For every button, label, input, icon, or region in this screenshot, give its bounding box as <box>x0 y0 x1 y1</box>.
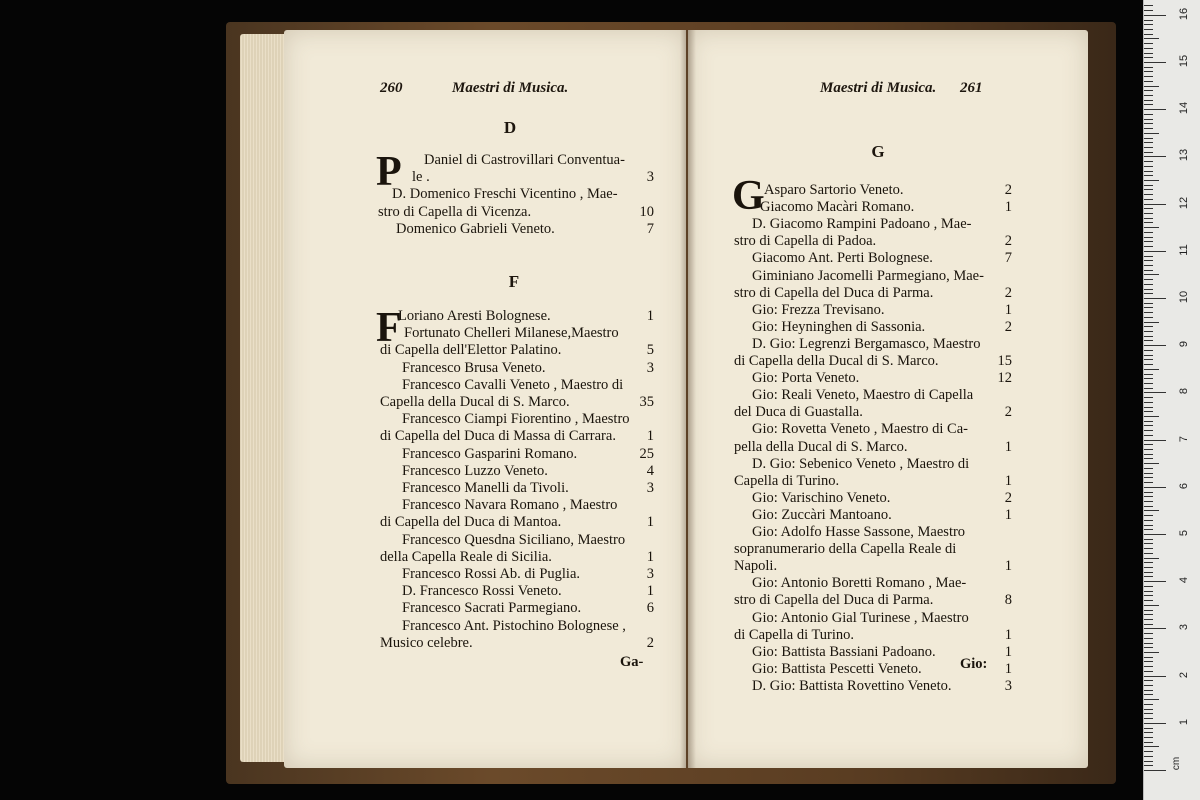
right-page <box>688 30 1088 768</box>
entry-line: Capella della Ducal di S. Marco. <box>380 394 570 410</box>
ruler-tick <box>1144 761 1153 762</box>
entry-count: 1 <box>646 514 654 531</box>
ruler-tick <box>1144 506 1153 507</box>
ruler-number: 14 <box>1178 102 1190 115</box>
ruler-tick <box>1144 510 1159 511</box>
ruler-tick <box>1144 364 1153 365</box>
ruler-tick <box>1144 241 1153 242</box>
ruler-tick <box>1144 454 1153 455</box>
entry-line: Asparo Sartorio Veneto. <box>764 182 904 198</box>
ruler-tick <box>1144 562 1153 563</box>
entry-count: 1 <box>1004 506 1012 523</box>
entry-count: 3 <box>1004 677 1012 694</box>
entry-line: Capella di Turino. <box>734 472 840 489</box>
ruler-tick <box>1144 76 1153 77</box>
ruler-tick <box>1144 109 1166 110</box>
ruler-tick <box>1144 34 1153 35</box>
ruler-tick <box>1144 501 1153 502</box>
entry-line: D. Gio: Legrenzi Bergamasco, Maestro <box>752 335 981 352</box>
ruler-tick <box>1144 133 1159 134</box>
entry-count: 3 <box>646 566 654 582</box>
ruler-tick <box>1144 737 1153 738</box>
ruler-tick <box>1144 435 1153 436</box>
ruler-tick <box>1144 680 1153 681</box>
ruler-tick <box>1144 392 1166 393</box>
entry-count: 1 <box>1004 558 1012 575</box>
entry-count: 1 <box>646 583 654 600</box>
ruler-number: 9 <box>1178 341 1190 348</box>
ruler-tick <box>1144 256 1153 257</box>
ruler-tick <box>1144 463 1159 464</box>
entry-line: D. Francesco Rossi Veneto. <box>402 583 562 600</box>
ruler-tick <box>1144 539 1153 540</box>
ruler-tick <box>1144 62 1166 63</box>
ruler-tick <box>1144 359 1153 360</box>
entry-line: stro di Capella del Duca di Parma. <box>734 284 934 301</box>
ruler-tick <box>1144 260 1153 261</box>
entry-line: stro di Capella di Padoa. <box>734 233 877 250</box>
ruler-tick <box>1144 29 1153 30</box>
ruler-tick <box>1144 473 1153 474</box>
entry-line: Francesco Brusa Veneto. <box>402 359 546 376</box>
ruler-tick <box>1144 5 1153 6</box>
section-letter-g: G <box>871 142 885 161</box>
ruler-tick <box>1144 416 1159 417</box>
ruler-tick <box>1144 123 1153 124</box>
right-page-number: 261 <box>960 80 983 96</box>
entry-line: Francesco Gasparini Romano. <box>402 445 578 462</box>
ruler-tick <box>1144 265 1153 266</box>
ruler-tick <box>1144 166 1153 167</box>
dropcap-p: P <box>376 149 402 195</box>
ruler-tick <box>1144 525 1153 526</box>
entry-count: 1 <box>1004 626 1012 643</box>
ruler-tick <box>1144 293 1153 294</box>
dropcap-f: F <box>376 305 402 351</box>
ruler-tick <box>1144 71 1153 72</box>
entry-line: stro di Capella del Duca di Parma. <box>734 592 934 609</box>
ruler-tick <box>1144 468 1153 469</box>
ruler-tick <box>1144 477 1153 478</box>
ruler-tick <box>1144 345 1166 346</box>
ruler-tick <box>1144 496 1153 497</box>
ruler-tick <box>1144 746 1159 747</box>
ruler-number: 8 <box>1178 388 1190 395</box>
ruler-tick <box>1144 284 1153 285</box>
entry-count: 1 <box>1004 643 1012 660</box>
entry-line: pella della Ducal di S. Marco. <box>734 438 908 455</box>
entry-line: Francesco Ciampi Fiorentino , Maestro <box>402 411 630 428</box>
ruler-tick <box>1144 227 1159 228</box>
ruler-tick <box>1144 86 1159 87</box>
dropcap-g: G <box>732 173 765 219</box>
entry-count: 8 <box>1004 592 1012 609</box>
entry-line: di Capella dell'Elettor Palatino. <box>380 342 562 359</box>
ruler-tick <box>1144 765 1153 766</box>
ruler-tick <box>1144 128 1153 129</box>
ruler-tick <box>1144 732 1153 733</box>
ruler-tick <box>1144 289 1153 290</box>
ruler-tick <box>1144 57 1153 58</box>
entry-count: 12 <box>997 370 1012 387</box>
entry-line: D. Gio: Sebenico Veneto , Maestro di <box>752 455 970 472</box>
entry-line: Gio: Battista Bassiani Padoano. <box>752 643 936 660</box>
ruler-tick <box>1144 138 1153 139</box>
ruler-tick <box>1144 572 1153 573</box>
entry-count: 1 <box>646 548 654 565</box>
ruler-tick <box>1144 340 1153 341</box>
entry-count: 7 <box>1004 250 1012 267</box>
entry-line: Gio: Rovetta Veneto , Maestro di Ca- <box>752 421 968 438</box>
ruler-tick <box>1144 161 1153 162</box>
right-running-head: Maestri di Musica. <box>820 80 937 96</box>
ruler-tick <box>1144 661 1153 662</box>
entry-count: 3 <box>646 169 654 186</box>
ruler-number: 11 <box>1178 244 1190 256</box>
entry-count: 35 <box>639 394 654 410</box>
right-catchword: Gio: <box>960 656 988 672</box>
entry-count: 3 <box>646 359 654 376</box>
entry-count: 25 <box>639 445 654 462</box>
entry-count: 5 <box>646 342 654 359</box>
ruler-tick <box>1144 298 1166 299</box>
ruler-tick <box>1144 633 1153 634</box>
ruler-tick <box>1144 171 1153 172</box>
entry-line: di Capella di Turino. <box>734 626 855 643</box>
entry-line: Gio: Heyninghen di Sassonia. <box>752 318 926 335</box>
entry-line: stro di Capella di Vicenza. <box>378 203 532 220</box>
ruler-tick <box>1144 383 1153 384</box>
ruler-tick <box>1144 199 1153 200</box>
ruler-tick <box>1144 322 1159 323</box>
ruler-tick <box>1144 251 1166 252</box>
entry-count: 10 <box>639 203 654 220</box>
ruler-tick <box>1144 208 1153 209</box>
ruler-tick <box>1144 586 1153 587</box>
ruler-tick <box>1144 600 1153 601</box>
ruler-tick <box>1144 657 1153 658</box>
entry-line: Gio: Reali Veneto, Maestro di Capella <box>752 387 974 404</box>
ruler-tick <box>1144 652 1159 653</box>
ruler-tick <box>1144 614 1153 615</box>
entry-count: 1 <box>1004 301 1012 318</box>
ruler-tick <box>1144 38 1159 39</box>
entry-line: di Capella del Duca di Massa di Carrara. <box>380 428 616 445</box>
ruler-number: 6 <box>1178 482 1190 489</box>
ruler-tick <box>1144 666 1153 667</box>
entry-count: 1 <box>1004 199 1012 216</box>
entry-line: Gio: Varischino Veneto. <box>752 489 891 506</box>
ruler-tick <box>1144 690 1153 691</box>
ruler-tick <box>1144 24 1153 25</box>
ruler-tick <box>1144 458 1153 459</box>
ruler-tick <box>1144 331 1153 332</box>
ruler-tick <box>1144 104 1153 105</box>
ruler-tick <box>1144 378 1153 379</box>
ruler-tick <box>1144 713 1153 714</box>
entry-line: D. Giacomo Rampini Padoano , Mae- <box>752 216 972 233</box>
ruler-tick <box>1144 81 1153 82</box>
ruler-tick <box>1144 694 1153 695</box>
ruler-tick <box>1144 218 1153 219</box>
entry-line: sopranumerario della Capella Reale di <box>734 541 957 558</box>
entry-count: 6 <box>646 600 654 617</box>
ruler-tick <box>1144 20 1153 21</box>
ruler-tick <box>1144 317 1153 318</box>
ruler-tick <box>1144 10 1153 11</box>
entry-line: Francesco Cavalli Veneto , Maestro di <box>402 376 624 393</box>
entry-line: Giminiano Jacomelli Parmegiano, Mae- <box>752 267 984 284</box>
entry-line: Francesco Rossi Ab. di Puglia. <box>402 566 581 582</box>
ruler-number: 3 <box>1178 624 1190 631</box>
ruler-tick <box>1144 270 1153 271</box>
entry-line: Francesco Ant. Pistochino Bolognese , <box>402 617 626 634</box>
ruler-tick <box>1144 742 1153 743</box>
ruler-number: 12 <box>1178 196 1190 209</box>
ruler-tick <box>1144 595 1153 596</box>
entry-count: 2 <box>1004 404 1012 421</box>
ruler-tick <box>1144 307 1153 308</box>
ruler-tick <box>1144 67 1153 68</box>
ruler-tick <box>1144 95 1153 96</box>
ruler-tick <box>1144 388 1153 389</box>
ruler-number: 13 <box>1178 149 1190 162</box>
ruler-tick <box>1144 303 1153 304</box>
ruler-tick <box>1144 482 1153 483</box>
entry-count: 1 <box>646 428 654 445</box>
entry-count: 2 <box>1004 182 1012 198</box>
ruler-tick <box>1144 543 1153 544</box>
entry-line: del Duca di Guastalla. <box>734 404 863 421</box>
entry-line: Domenico Gabrieli Veneto. <box>396 220 555 237</box>
ruler-tick <box>1144 185 1153 186</box>
ruler-tick <box>1144 246 1153 247</box>
ruler-tick <box>1144 548 1153 549</box>
ruler-tick <box>1144 718 1153 719</box>
ruler-tick <box>1144 142 1153 143</box>
entry-line: le . <box>412 169 430 186</box>
entry-line: Francesco Quesdna Siciliano, Maestro <box>402 531 626 548</box>
ruler-tick <box>1144 397 1153 398</box>
ruler-tick <box>1144 43 1153 44</box>
ruler-tick <box>1144 449 1153 450</box>
entry-line: di Capella della Ducal di S. Marco. <box>734 353 939 369</box>
entry-line: Giacomo Ant. Perti Bolognese. <box>752 250 933 267</box>
ruler-number: 4 <box>1178 577 1190 584</box>
ruler-tick <box>1144 676 1166 677</box>
ruler-tick <box>1144 369 1159 370</box>
ruler-tick <box>1144 709 1153 710</box>
ruler-tick <box>1144 421 1153 422</box>
ruler-tick <box>1144 222 1153 223</box>
entry-count: 2 <box>1004 233 1012 250</box>
ruler-tick <box>1144 699 1159 700</box>
entry-line: Napoli. <box>734 558 778 575</box>
ruler-tick <box>1144 520 1153 521</box>
entry-line: Giacomo Macàri Romano. <box>760 199 915 216</box>
ruler-tick <box>1144 581 1166 582</box>
book-gutter <box>680 30 696 768</box>
ruler-tick <box>1144 643 1153 644</box>
ruler-number: 7 <box>1178 435 1190 442</box>
ruler-tick <box>1144 425 1153 426</box>
ruler-tick <box>1144 619 1153 620</box>
entry-count: 1 <box>646 308 654 324</box>
ruler-tick <box>1144 90 1153 91</box>
ruler-tick <box>1144 591 1153 592</box>
entry-count: 1 <box>1004 438 1012 455</box>
ruler-tick <box>1144 350 1153 351</box>
ruler-tick <box>1144 704 1153 705</box>
entry-count: 2 <box>1004 489 1012 506</box>
ruler-tick <box>1144 567 1153 568</box>
ruler-tick <box>1144 430 1153 431</box>
ruler-tick <box>1144 204 1166 205</box>
entry-line: Daniel di Castrovillari Conventua- <box>424 152 625 168</box>
left-catchword: Ga- <box>620 654 644 670</box>
ruler-tick <box>1144 605 1159 606</box>
entry-line: Francesco Sacrati Parmegiano. <box>402 600 582 617</box>
ruler-tick <box>1144 610 1153 611</box>
ruler-tick <box>1144 194 1153 195</box>
ruler-tick <box>1144 312 1153 313</box>
entry-count: 2 <box>646 634 654 651</box>
ruler-tick <box>1144 723 1166 724</box>
ruler-tick <box>1144 147 1153 148</box>
ruler-tick <box>1144 274 1159 275</box>
ruler-tick <box>1144 671 1153 672</box>
entry-line: D. Domenico Freschi Vicentino , Mae- <box>392 186 618 203</box>
ruler-tick <box>1144 515 1153 516</box>
ruler-tick <box>1144 728 1153 729</box>
entry-line: Fortunato Chelleri Milanese,Maestro <box>404 325 619 342</box>
ruler-tick <box>1144 534 1166 535</box>
entry-line: D. Gio: Battista Rovettino Veneto. <box>752 677 952 694</box>
left-running-head: Maestri di Musica. <box>452 80 569 96</box>
ruler-tick <box>1144 15 1166 16</box>
ruler-tick <box>1144 407 1153 408</box>
section-letter-d: D <box>503 118 517 137</box>
section-letter-f: F <box>508 272 520 291</box>
ruler-tick <box>1144 152 1153 153</box>
ruler-unit-label: cm <box>1171 756 1183 771</box>
ruler-tick <box>1144 411 1153 412</box>
ruler-tick <box>1144 492 1153 493</box>
ruler-tick <box>1144 326 1153 327</box>
entry-line: di Capella del Duca di Mantoa. <box>380 514 562 531</box>
ruler-tick <box>1144 53 1153 54</box>
ruler-tick <box>1144 237 1153 238</box>
ruler-number: 10 <box>1178 290 1190 304</box>
entry-line: Francesco Manelli da Tivoli. <box>402 480 569 496</box>
ruler-tick <box>1144 232 1153 233</box>
entry-line: Musico celebre. <box>380 634 473 651</box>
ruler-tick <box>1144 156 1166 157</box>
ruler-tick <box>1144 647 1153 648</box>
ruler-tick <box>1144 553 1153 554</box>
ruler-tick <box>1144 402 1153 403</box>
measuring-ruler <box>1143 0 1200 800</box>
ruler-tick <box>1144 628 1166 629</box>
ruler-tick <box>1144 279 1153 280</box>
ruler-tick <box>1144 440 1166 441</box>
ruler-tick <box>1144 685 1153 686</box>
left-page <box>284 30 686 768</box>
entry-count: 1 <box>1004 472 1012 489</box>
ruler-tick <box>1144 624 1153 625</box>
ruler-number: 5 <box>1178 529 1190 537</box>
entry-line: Gio: Porta Veneto. <box>752 370 860 387</box>
entry-line: Francesco Navara Romano , Maestro <box>402 497 618 514</box>
ruler-tick <box>1144 770 1166 771</box>
ruler-tick <box>1144 576 1153 577</box>
ruler-tick <box>1144 100 1153 101</box>
ruler-tick <box>1144 529 1153 530</box>
ruler-tick <box>1144 336 1153 337</box>
ruler-tick <box>1144 213 1153 214</box>
entry-line: Gio: Antonio Boretti Romano , Mae- <box>752 575 967 592</box>
entry-line: Gio: Frezza Trevisano. <box>752 301 885 318</box>
ruler-tick <box>1144 756 1153 757</box>
entry-count: 1 <box>1004 660 1012 677</box>
entry-line: Francesco Luzzo Veneto. <box>402 462 548 479</box>
ruler-number: 15 <box>1178 54 1190 68</box>
ruler-tick <box>1144 355 1153 356</box>
entry-count: 3 <box>646 480 654 496</box>
ruler-tick <box>1144 119 1153 120</box>
ruler-tick <box>1144 558 1159 559</box>
ruler-number: 16 <box>1178 7 1190 20</box>
entry-line: della Capella Reale di Sicilia. <box>380 548 552 565</box>
entry-line: Gio: Battista Pescetti Veneto. <box>752 660 922 677</box>
entry-line: Gio: Adolfo Hasse Sassone, Maestro <box>752 524 966 540</box>
ruler-tick <box>1144 638 1153 639</box>
ruler-tick <box>1144 114 1153 115</box>
ruler-tick <box>1144 374 1153 375</box>
entry-count: 2 <box>1004 318 1012 335</box>
entry-line: Gio: Zuccàri Mantoano. <box>752 506 892 523</box>
ruler-tick <box>1144 189 1153 190</box>
ruler-tick <box>1144 48 1153 49</box>
ruler-tick <box>1144 751 1153 752</box>
entry-line: Loriano Aresti Bolognese. <box>398 308 551 324</box>
left-page-number: 260 <box>380 80 403 96</box>
entry-count: 7 <box>646 220 654 237</box>
ruler-number: 2 <box>1178 671 1190 678</box>
ruler-tick <box>1144 175 1153 176</box>
entry-count: 4 <box>646 462 654 479</box>
ruler-number: 1 <box>1178 718 1190 725</box>
entry-line: Gio: Antonio Gial Turinese , Maestro <box>752 609 969 626</box>
ruler-tick <box>1144 180 1159 181</box>
ruler-tick <box>1144 444 1153 445</box>
entry-count: 15 <box>997 353 1012 369</box>
entry-count: 2 <box>1004 284 1012 301</box>
ruler-tick <box>1144 487 1166 488</box>
